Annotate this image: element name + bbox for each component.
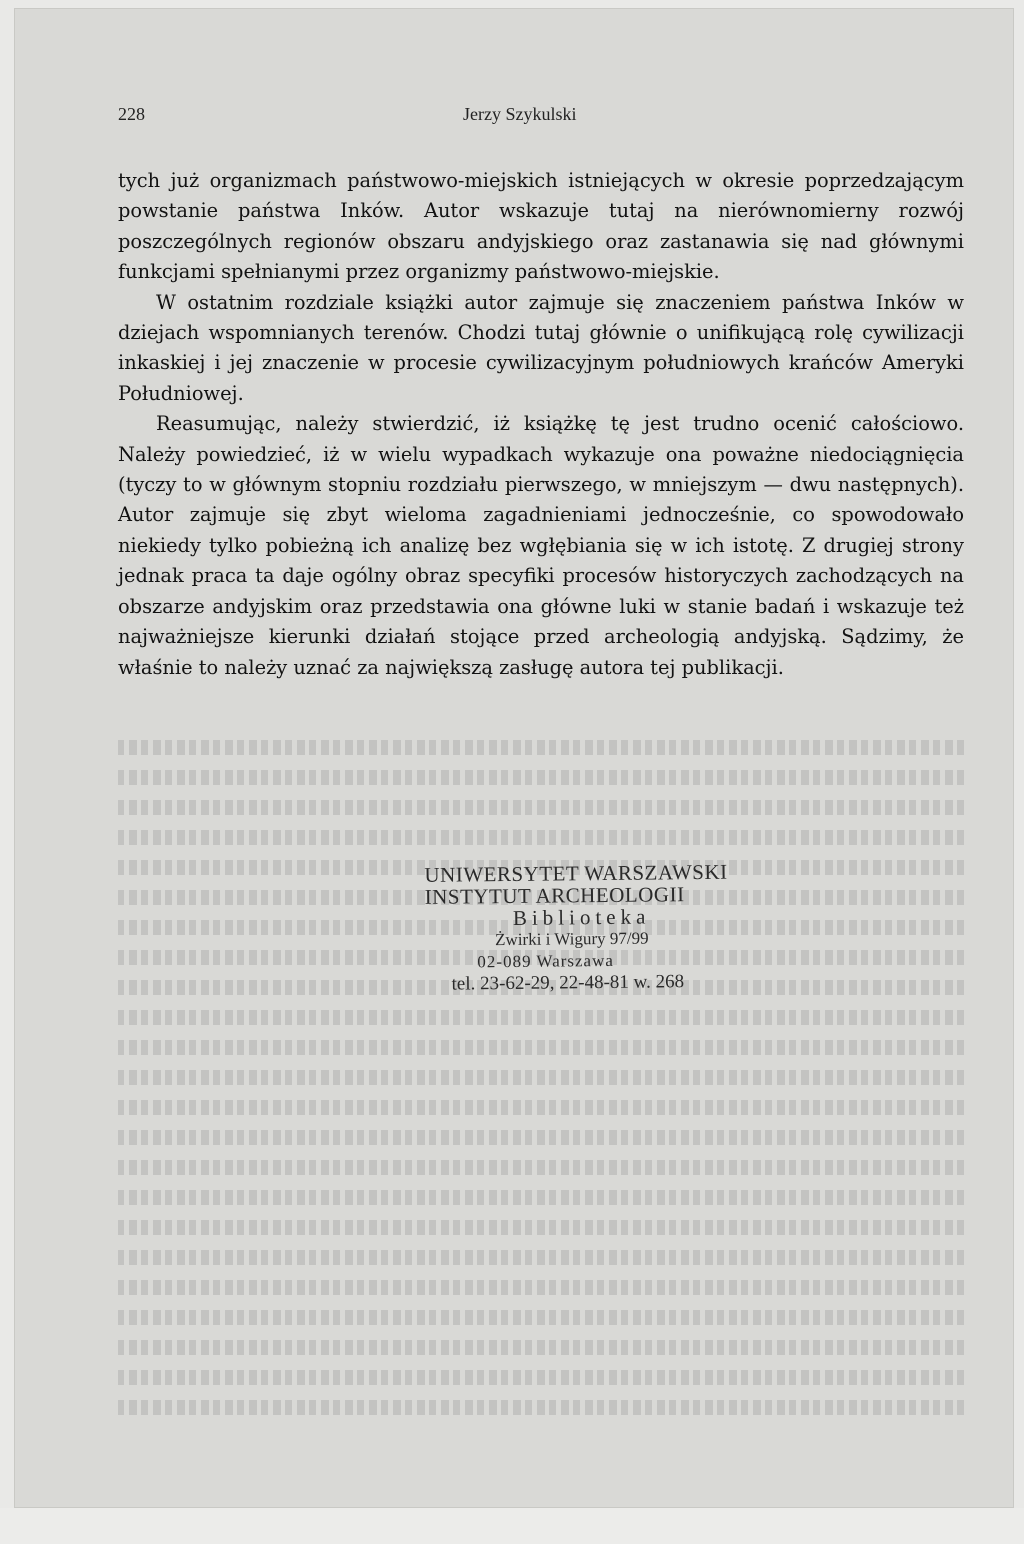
stamp-university: UNIWERSYTET WARSZAWSKI [424,859,728,887]
stamp-library: Biblioteka [512,904,651,930]
paragraph: Reasumując, należy stwierdzić, iż książkę tę jest trudno ocenić całościowo. Należy powiedzieć, iż w wielu wypadkach wykazuje ona poważne niedociągnięcia (tyczy to w głównym stopniu rozdziału pierwszego, w mniejszym — dwu następnych). Autor zajmuje się zbyt wieloma zagadnieniami jednocześnie, co spowodowało niekiedy tylko pobieżną ich analizę bez wgłębiania się w ich istotę. Z drugiej strony jednak praca ta daje ogólny obraz specyfiki procesów historyczych zachodzących na obszarze andyjskim oraz przedstawia ona główne luki w stanie badań i wskazuje też najważniejsze kierunki działań stojące przed archeologią andyjską. Sądzimy, że właśnie to należy uznać za największą zasługę autora tej publikacji. [118,412,964,679]
stamp-phone: tel. 23-62-29, 22-48-81 w. 268 [451,971,685,995]
running-header [118,104,964,132]
running-header-author: Jerzy Szykulski [463,104,577,124]
stamp-city: 02-089 Warszawa [477,950,614,972]
stamp-street: Żwirki i Wigury 97/99 [495,928,649,950]
paragraph: tych już organizmach państwowo-miejskich istniejących w okresie poprzedzającym powstanie państwa Inków. Autor wskazuje tutaj na nierównomierny rozwój poszczególnych regionów obszaru andyjskiego oraz zastanawia się nad głównymi funkcjami spełnianymi przez organizmy państwowo-miejskie. [118,169,964,284]
scan-margin [0,1508,1024,1544]
paragraph: W ostatnim rozdziale książki autor zajmuje się znaczeniem państwa Inków w dziejach wspomnianych terenów. Chodzi tutaj głównie o unifikującą rolę cywilizacji inkaskiej i jej znaczenie w procesie cywilizacyjnym południowych krańców Ameryki Południowej. [118,290,964,405]
review-body [118,166,964,683]
library-stamp [424,860,785,996]
page-number: 228 [118,104,145,124]
stamp-institute: INSTYTUT ARCHEOLOGII [424,882,685,909]
